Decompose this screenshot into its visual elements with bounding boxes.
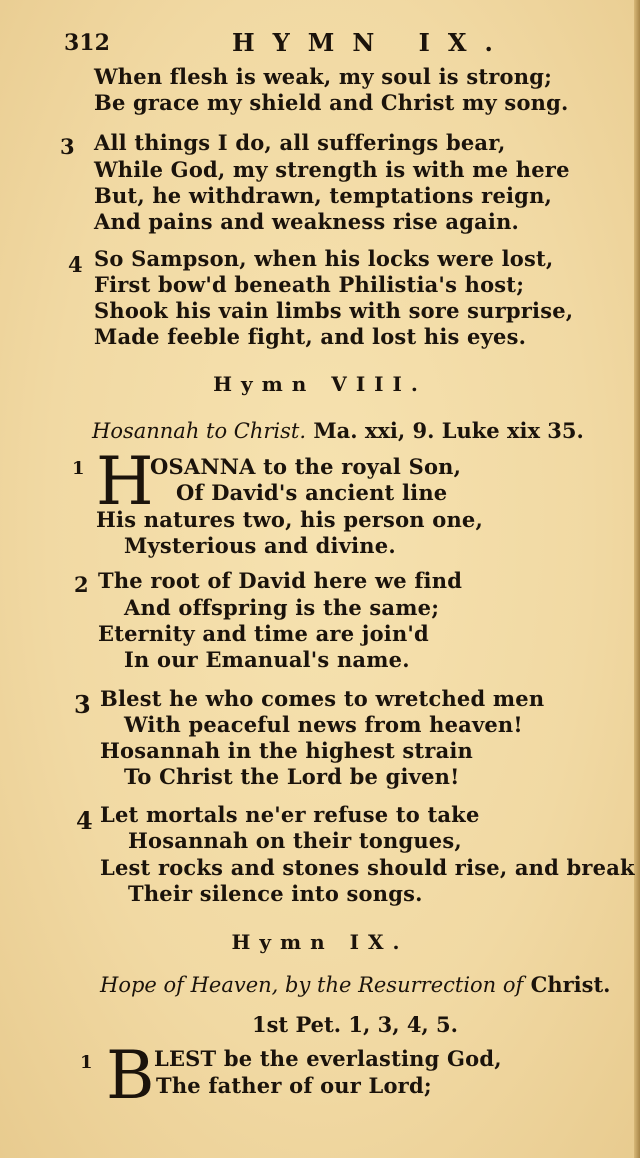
stanza-number: 4 xyxy=(76,806,93,835)
verse-line: Hosannah on their tongues, xyxy=(128,828,462,853)
stanza-number: 1 xyxy=(80,1052,93,1073)
verse-line: The father of our Lord; xyxy=(156,1073,432,1098)
verse-line: Of David's ancient line xyxy=(176,480,448,505)
hymn-title: Hymn VIII. xyxy=(213,372,427,396)
hymn-subtitle xyxy=(92,418,584,443)
verse-line: Blest he who comes to wretched men xyxy=(100,686,545,711)
drop-cap: H xyxy=(96,443,154,520)
running-title: HYMN IX. xyxy=(232,28,511,57)
verse-line: When flesh is weak, my soul is strong; xyxy=(94,64,553,89)
verse-line: His natures two, his person one, xyxy=(96,507,484,532)
verse-line: Mysterious and divine. xyxy=(124,533,396,558)
stanza-number: 4 xyxy=(68,252,83,277)
verse-line: But, he withdrawn, temptations reign, xyxy=(94,183,553,208)
drop-cap: B xyxy=(106,1037,155,1114)
verse-line: First bow'd beneath Philistia's host; xyxy=(94,272,525,297)
verse-line: In our Emanual's name. xyxy=(124,647,410,672)
verse-line: Lest rocks and stones should rise, and break xyxy=(100,855,635,880)
stanza-number: 2 xyxy=(74,572,89,597)
subtitle-end: Christ. xyxy=(530,972,611,997)
subtitle-italic: Hosannah to Christ. xyxy=(92,419,307,443)
verse-line: To Christ the Lord be given! xyxy=(124,764,460,789)
verse-line: With peaceful news from heaven! xyxy=(124,712,523,737)
verse-line: Let mortals ne'er refuse to take xyxy=(100,802,480,827)
verse-line: And offspring is the same; xyxy=(124,595,440,620)
stanza-number: 3 xyxy=(60,134,75,159)
scripture-reference: Ma. xxi, 9. Luke xix 35. xyxy=(313,418,584,443)
verse-line: LEST be the everlasting God, xyxy=(154,1046,502,1071)
verse-line: The root of David here we find xyxy=(98,568,463,593)
verse-line: While God, my strength is with me here xyxy=(94,157,570,182)
subtitle-italic: Hope of Heaven, by the Resurrection of xyxy=(100,973,524,997)
verse-line: OSANNA to the royal Son, xyxy=(150,454,462,479)
hymn-subtitle xyxy=(100,972,610,997)
stanza-number: 1 xyxy=(72,458,85,479)
verse-line: Their silence into songs. xyxy=(128,881,423,906)
scripture-reference: 1st Pet. 1, 3, 4, 5. xyxy=(252,1012,458,1037)
page-number: 312 xyxy=(64,30,110,56)
verse-line: Made feeble fight, and lost his eyes. xyxy=(94,324,527,349)
hymn-title: Hymn IX. xyxy=(231,930,409,954)
verse-line: And pains and weakness rise again. xyxy=(94,209,520,234)
page-edge xyxy=(634,0,640,1158)
verse-line: Shook his vain limbs with sore surprise, xyxy=(94,298,574,323)
verse-line: So Sampson, when his locks were lost, xyxy=(94,246,554,271)
verse-line: Be grace my shield and Christ my song. xyxy=(94,90,569,115)
verse-line: All things I do, all sufferings bear, xyxy=(94,130,506,155)
verse-line: Eternity and time are join'd xyxy=(98,621,429,646)
verse-line: Hosannah in the highest strain xyxy=(100,738,474,763)
stanza-number: 3 xyxy=(74,690,91,719)
